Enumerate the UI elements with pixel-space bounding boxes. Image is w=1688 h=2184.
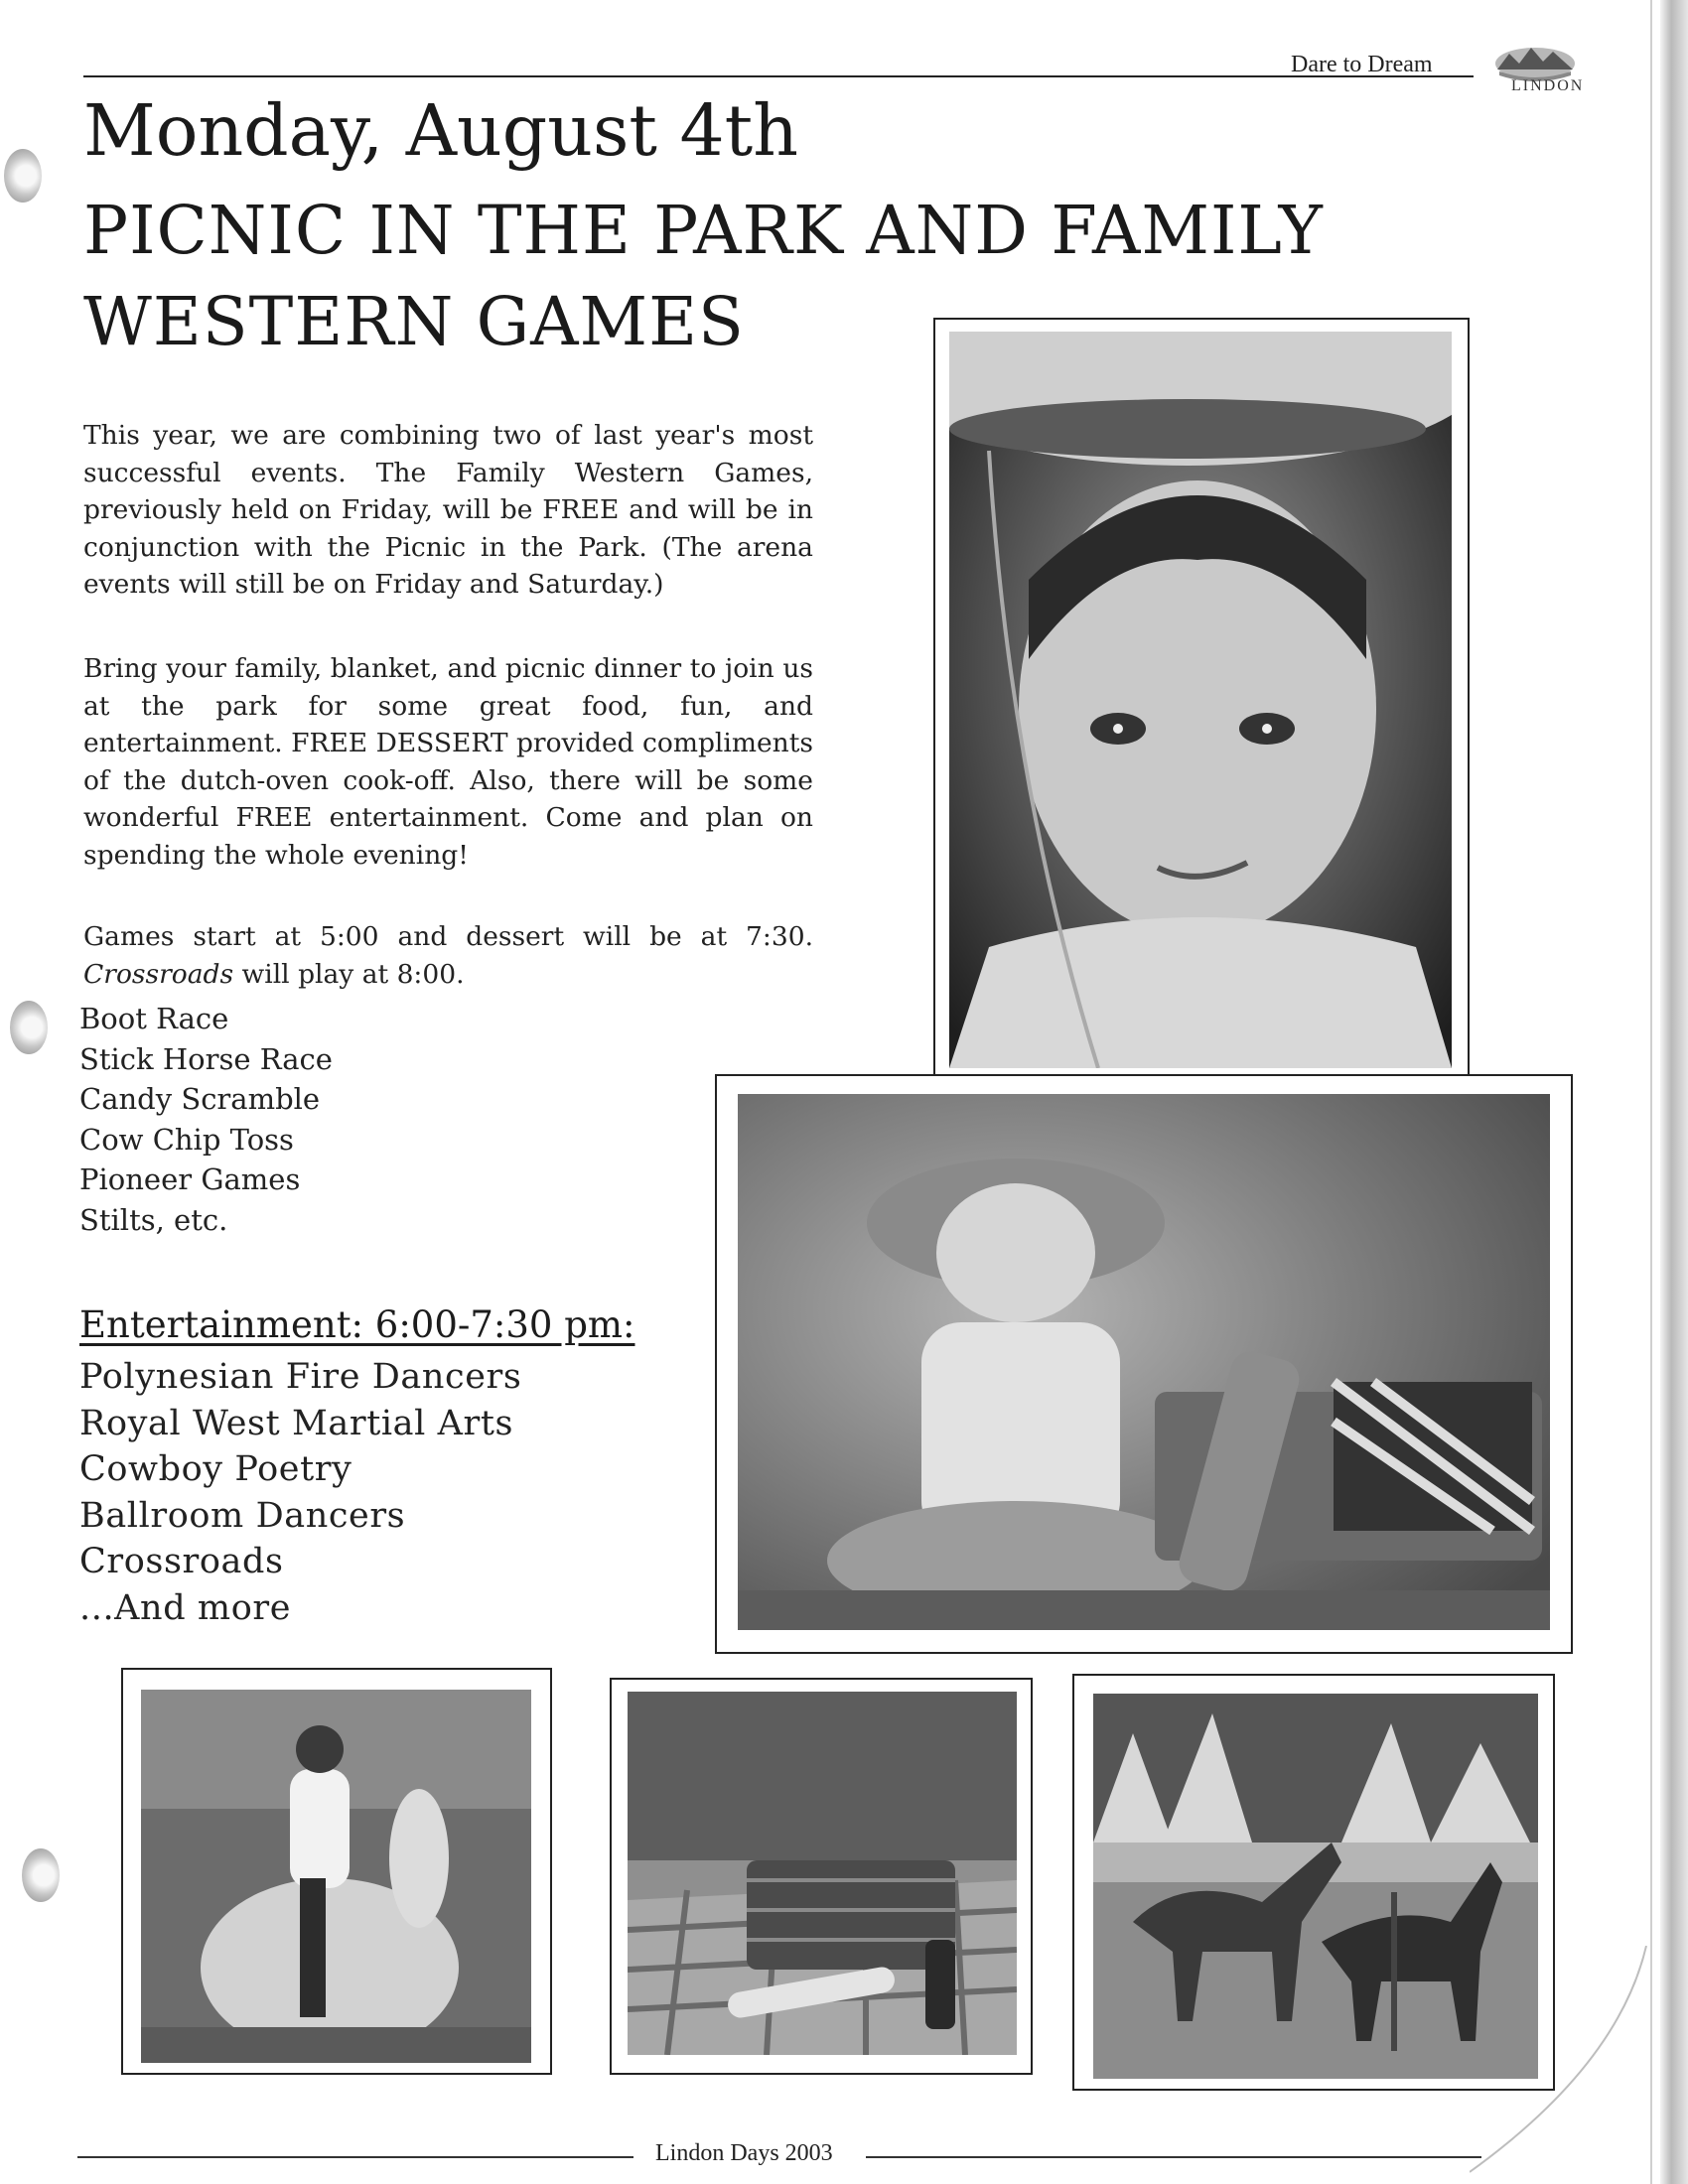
schedule-band: Crossroads xyxy=(83,958,234,990)
picnic-paragraph: Bring your family, blanket, and picnic dinner to join us at the park for some great food, fun, and entertainment. FREE DESSERT provided compliments of the dutch-oven cook-off. Also, there will be some wonderful FREE entertainment. Come and plan on spending the whole evening! xyxy=(83,653,813,871)
photo-boy-in-cowboy-hat xyxy=(949,332,1452,1068)
photo-woman-on-horse xyxy=(141,1690,531,2063)
intro-paragraph: This year, we are combining two of last year's most successful events. The Family Western Games, previously held on Friday, will be FREE and will be in conjunction with the Picnic in the Park. (The arena events will still be on Friday and Saturday.) xyxy=(83,420,813,600)
photo-girl-picnic-basket xyxy=(738,1094,1550,1630)
binder-hole-bottom xyxy=(22,1848,60,1902)
entertainment-item: Ballroom Dancers xyxy=(79,1495,406,1536)
event-title: PICNIC IN THE PARK AND FAMILY WESTERN GAMES xyxy=(83,192,1324,360)
logo-text: LINDON xyxy=(1511,77,1585,94)
footer-text: Lindon Days 2003 xyxy=(655,2140,833,2166)
entertainment-item: Polynesian Fire Dancers xyxy=(79,1357,522,1397)
game-item: Stilts, etc. xyxy=(79,1202,228,1237)
schedule-paragraph xyxy=(83,918,813,993)
game-item: Pioneer Games xyxy=(79,1162,301,1196)
entertainment-heading: Entertainment: 6:00-7:30 pm: xyxy=(79,1303,635,1346)
entertainment-item: Crossroads xyxy=(79,1542,284,1581)
header-tagline: Dare to Dream xyxy=(1291,52,1433,77)
entertainment-item: ...And more xyxy=(79,1587,292,1628)
header-rule xyxy=(83,75,1474,77)
game-item: Candy Scramble xyxy=(79,1082,321,1116)
entertainment-item: Royal West Martial Arts xyxy=(79,1403,514,1443)
schedule-suffix: will play at 8:00. xyxy=(241,958,465,990)
game-item: Stick Horse Race xyxy=(79,1041,333,1076)
photo-picnic-basket-blanket xyxy=(628,1692,1017,2055)
footer-rule-right xyxy=(866,2156,1481,2158)
entertainment-list xyxy=(79,1354,521,1631)
binder-hole-middle xyxy=(10,1001,48,1054)
binder-hole-top xyxy=(4,149,42,203)
page-corner-curl-icon xyxy=(1470,1946,1648,2174)
date-title: Monday, August 4th xyxy=(83,89,798,172)
schedule-prefix: Games start at 5:00 and dessert will be at 7:30. xyxy=(83,921,813,952)
footer-rule-left xyxy=(77,2156,633,2158)
entertainment-item: Cowboy Poetry xyxy=(79,1449,352,1489)
game-item: Cow Chip Toss xyxy=(79,1122,294,1157)
game-item: Boot Race xyxy=(79,1002,229,1035)
games-list xyxy=(79,999,333,1240)
page-edge-line xyxy=(1650,0,1652,2184)
page-edge-shadow xyxy=(1660,0,1688,2184)
